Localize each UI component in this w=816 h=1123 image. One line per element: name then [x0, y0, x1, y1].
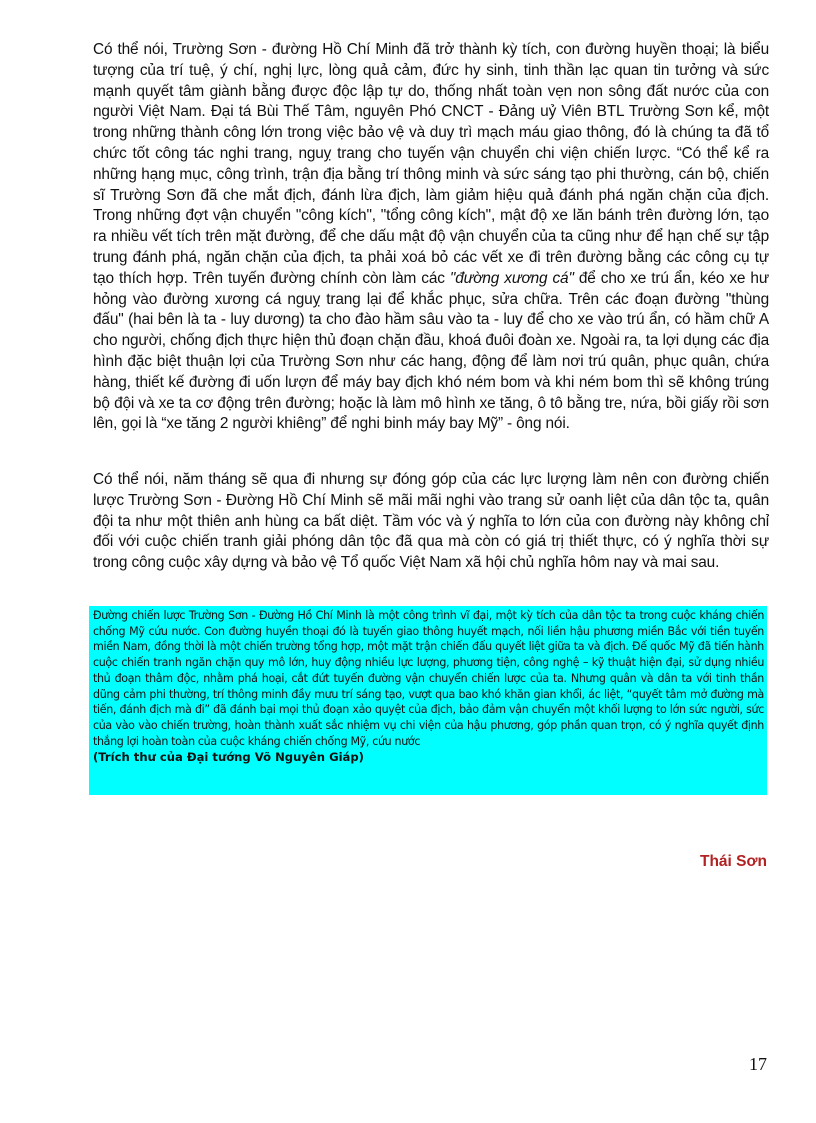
paragraph-1-text-a: Có thể nói, Trường Sơn - đường Hồ Chí Minh đã trở thành kỳ tích, con đường huyền thoại; là biểu tượng của trí tuệ, ý chí, nghị lực, lòng quả cảm, đức hy sinh, tinh thần lạc quan tin tưởng và sức mạnh quyết tâm giành bằng được độc lập tự do, thống nhất toàn vẹn non sông đất nước của con người Việt Nam. Đại tá Bùi Thế Tâm, nguyên Phó CNCT - Đảng uỷ Viên BTL Trường Sơn kể, một trong những thành công lớn trong việc bảo vệ và duy trì mạch máu giao thông, đó là chúng ta đã tổ chức tốt công tác nghi trang, nguỵ trang cho tuyến vận chuyển chi viện chiến lược. “Có thể kể ra những hạng mục, công trình, trận địa bằng trí thông minh và sức sáng tạo phi thường, cán bộ, chiến sĩ Trường Sơn đã che mắt địch, đánh lừa địch, làm giảm hiệu quả đánh phá ngăn chặn của địch. Trong những đợt vận chuyển "công kích", "tổng công kích", mật độ xe lăn bánh trên đường lớn, tạo ra nhiều vết tích trên mặt đường, để che dấu mật độ vận chuyển của ta cũng như để hạn chế sự tập trung đánh phá, ngăn chặn của địch, ta phải xoá bỏ các vết xe đi trên đường bằng các công cụ tự tạo thích hợp. Trên tuyến đường chính còn làm các — [93, 41, 769, 287]
paragraph-1-text-b: để cho xe trú ẩn, kéo xe hư hỏng vào đường xương cá nguỵ trang lại để khắc phục, sửa chữa. Trên các đoạn đường "thùng đấu" (hai bên là ta - luy dương) ta cho đào hầm sâu vào ta - luy để cho xe vào trú ẩn, có hầm chữ A cho người, chống địch thực hiện thủ đoạn chặn đầu, khoá đuôi đoàn xe. Ngoài ra, ta lợi dụng các địa hình đặc biệt thuận lợi của Trường Sơn như các hang, động để làm nơi trú quân, phục quân, chứa hàng, thiết kế đường đi uốn lượn để máy bay địch khó ném bom và khi ném bom thì sẽ không trúng bộ đội và xe ta cơ động trên đường; hoặc là làm mô hình xe tăng, ô tô bằng tre, nứa, bồi giấy rồi sơn lên, gọi là “xe tăng 2 người khiêng” để nghi binh máy bay Mỹ” - ông nói. — [93, 269, 769, 433]
author-signature: Thái Sơn — [700, 853, 767, 870]
body-paragraph-2: Có thể nói, năm tháng sẽ qua đi nhưng sự đóng góp của các lực lượng làm nên con đường chiến lược Trường Sơn - Đường Hồ Chí Minh sẽ mãi mãi nghi vào trang sử oanh liệt của dân tộc ta, quân đội ta như một thiên anh hùng ca bất diệt. Tầm vóc và ý nghĩa to lớn của con đường này không chỉ đối với cuộc chiến tranh giải phóng dân tộc đã qua mà còn có giá trị thiết thực, có ý nghĩa thời sự trong công cuộc xây dựng và bảo vệ Tổ quốc Việt Nam xã hội chủ nghĩa hôm nay và mai sau. — [93, 471, 769, 572]
page-number: 17 — [749, 1054, 767, 1074]
body-paragraph-1 — [93, 40, 769, 435]
quote-text: Đường chiến lược Trường Sơn - Đường Hồ Chí Minh là một công trình vĩ đại, một kỳ tích của dân tộc ta trong cuộc kháng chiến chống Mỹ cứu nước. Con đường huyền thoại đó là tuyến giao thông huyết mạch, nối liền hậu phương miền Bắc với tiền tuyến miền Nam, đồng thời là một chiến trường tổng hợp, một mặt trận chiến đấu quyết liệt giữa ta và địch. Đế quốc Mỹ đã tiến hành cuộc chiến tranh ngăn chặn quy mô lớn, huy động nhiều lực lượng, phương tiện, công nghệ – kỹ thuật hiện đại, sử dụng nhiều thủ đoạn thâm độc, nhằm phá hoại, cắt đứt tuyến đường vận chuyển chiến lược của ta. Nhưng quân và dân ta với tinh thần dũng cảm phi thường, trí thông minh đầy mưu trí sáng tạo, vượt qua bao khó khăn gian khổi, ác liệt, “quyết tâm mở đường mà tiến, đánh địch mà đi” đã đánh bại mọi thủ đoạn xảo quyệt của địch, bảo đảm vận chuyển một khối lượng to lớn sức người, sức của vào vào chiến trường, hoàn thành xuất sắc nhiệm vụ chi viện của hậu phương, góp phần quan trọn, có ý nghĩa quyết định thắng lợi hoàn toàn của cuộc kháng chiến chống Mỹ, cứu nước — [93, 609, 764, 748]
quote-source: (Trích thư của Đại tướng Võ Nguyên Giáp) — [93, 750, 364, 765]
highlighted-quote-box — [89, 606, 767, 795]
paragraph-1-italic-term: "đường xương cá" — [449, 269, 574, 287]
